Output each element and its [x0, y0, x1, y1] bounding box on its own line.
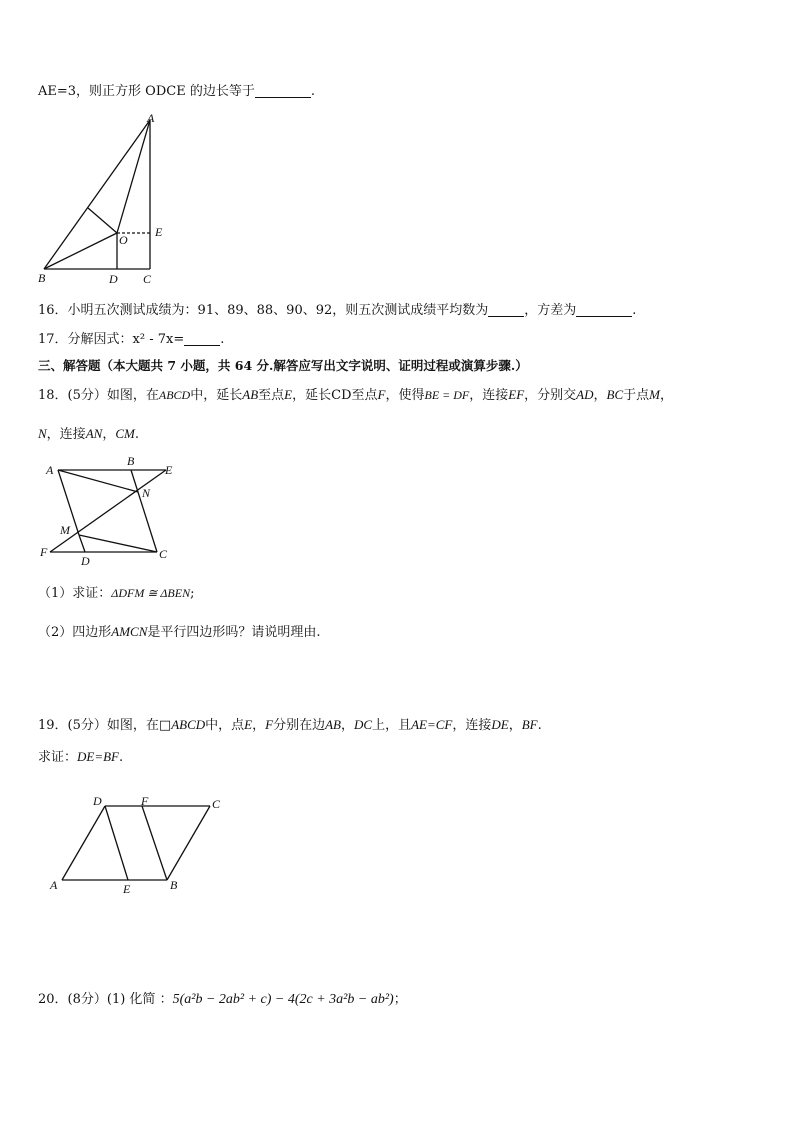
label-c: C — [212, 797, 221, 811]
q19-abcd: ABCD — [171, 717, 206, 732]
q18-text-i: ，分别交 — [524, 388, 577, 403]
q18-text-k: 于点 — [623, 388, 650, 403]
segment-mc — [79, 535, 157, 552]
figure-q18 — [36, 455, 186, 570]
q18-ef: EF — [508, 387, 525, 402]
label-d: D — [81, 554, 90, 568]
q15-text-line — [38, 83, 315, 101]
segment-fb — [142, 806, 167, 880]
q18-point-m: M — [649, 387, 661, 402]
label-e: E — [165, 463, 173, 477]
q20-line — [38, 991, 407, 1009]
segment-an — [58, 470, 138, 492]
q18-text-l: ， — [660, 388, 674, 403]
q17-line — [38, 331, 224, 349]
segment-bc — [131, 470, 157, 552]
q18-ab: AB — [242, 387, 259, 402]
q19-text-b: 中，点 — [205, 718, 245, 733]
figure-q15 — [30, 112, 180, 288]
q20-prefix: 20．(8分）(1) 化简 ： — [38, 992, 173, 1007]
label-d: D — [93, 794, 102, 808]
q16-variance-blank[interactable] — [576, 302, 632, 317]
q18-condition: BE = DF — [424, 388, 470, 402]
q18-part1-end: ; — [190, 586, 195, 601]
q19-parallelogram-symbol: □ — [158, 718, 172, 733]
q18-point-f: F — [377, 387, 386, 402]
label-f: F — [141, 794, 149, 808]
q18-point-e: E — [284, 387, 293, 402]
q18-part2-text-b: 是平行四边形吗？请说明理由. — [147, 625, 321, 640]
segment-perpendicular — [88, 208, 117, 233]
label-c: C — [143, 272, 152, 286]
segment-md — [79, 535, 85, 552]
segment-bo — [44, 233, 117, 269]
q20-end: ； — [393, 992, 407, 1007]
q19-text-j: . — [537, 718, 542, 733]
label-d: D — [109, 272, 118, 286]
segment-oa — [117, 120, 150, 233]
q18-text-d: ，延长 — [292, 388, 332, 403]
q18-an: AN — [85, 426, 103, 441]
q18-text-c: 至点 — [258, 388, 285, 403]
q19-bf: BF — [521, 717, 538, 732]
q19-condition: AE=CF — [411, 717, 453, 732]
q18-ad: AD — [576, 387, 594, 402]
q19-text-d: 分别在边 — [273, 718, 326, 733]
label-e: E — [123, 882, 131, 896]
label-n: N — [142, 486, 151, 500]
label-b: B — [38, 271, 46, 285]
q18-point-n: N — [38, 426, 47, 441]
q18-line2 — [38, 425, 139, 444]
q19-ab: AB — [325, 717, 341, 732]
q18-cd: CD — [331, 388, 352, 403]
q18-text-h: ，连接 — [469, 388, 509, 403]
q18-abcd: ABCD — [158, 388, 191, 402]
q19-text-i: ， — [508, 718, 522, 733]
q18-comma: ， — [102, 427, 116, 442]
section3-heading — [38, 357, 528, 375]
segment-ab — [44, 120, 150, 269]
q18-text-a: 18．(5分）如图，在 — [38, 388, 159, 403]
q18-line1 — [38, 386, 673, 405]
q16-mid: ，方差为 — [524, 303, 577, 318]
q19-prove-label: 求证： — [38, 750, 78, 765]
label-m: M — [60, 523, 70, 537]
q16-text: 16．小明五次测试成绩为：91、89、88、90、92，则五次测试成绩平均数为 — [38, 303, 489, 318]
figure-q19 — [42, 792, 232, 897]
segment-de — [105, 806, 128, 880]
q20-formula: 5(a²b − 2ab² + c) − 4(2c + 3a²b − ab²) — [172, 992, 394, 1007]
q19-text-c: ， — [252, 718, 266, 733]
q16-mean-blank[interactable] — [488, 302, 524, 317]
q18-text-g: ，使得 — [385, 388, 425, 403]
q19-prove-statement: DE=BF — [77, 749, 119, 764]
q19-text-e2: ， — [340, 718, 354, 733]
section3-title: 三、解答题 — [38, 358, 101, 373]
q19-period: . — [119, 750, 124, 765]
q18-part1-congruence: ΔDFM ≅ ΔBEN — [111, 586, 191, 600]
q19-text-g: 上，且 — [372, 718, 412, 733]
section3-note: （本大题共 7 小题，共 64 分.解答应写出文字说明、证明过程或演算步骤.） — [100, 358, 528, 373]
q19-text-a: 19．(5分）如图，在 — [38, 718, 159, 733]
q18-period: . — [134, 427, 139, 442]
label-e: E — [155, 225, 163, 239]
q19-line1 — [38, 716, 542, 735]
q18-text-b: 中，延长 — [190, 388, 243, 403]
q16-line — [38, 302, 636, 320]
q18-part1-text: （1）求证： — [38, 586, 112, 601]
q19-line2 — [38, 748, 123, 767]
q18-part1 — [38, 584, 194, 603]
label-c: C — [159, 547, 168, 561]
label-a: A — [147, 111, 155, 125]
q15-answer-blank[interactable] — [255, 83, 311, 98]
segment-cb — [167, 806, 210, 880]
q18-cm: CM — [115, 426, 135, 441]
q17-end: . — [220, 332, 225, 347]
segment-da — [62, 806, 105, 880]
label-a: A — [50, 878, 58, 892]
q15-text: AE=3，则正方形 ODCE 的边长等于 — [38, 84, 255, 99]
q17-answer-blank[interactable] — [184, 331, 220, 346]
q18-text-j: ， — [593, 388, 607, 403]
q18-part2 — [38, 623, 321, 642]
q18-part2-amcn: AMCN — [111, 624, 148, 639]
q16-end: . — [632, 303, 637, 318]
q19-point-e: E — [244, 717, 253, 732]
label-b: B — [170, 878, 178, 892]
q17-text: 17．分解因式：x² - 7x= — [38, 332, 185, 347]
q18-part2-text-a: （2）四边形 — [38, 625, 112, 640]
label-f: F — [40, 545, 48, 559]
q19-de: DE — [491, 717, 509, 732]
q19-dc: DC — [354, 717, 373, 732]
label-o: O — [119, 233, 128, 247]
q18-text-e2: 至点 — [351, 388, 378, 403]
segment-ef — [50, 470, 166, 552]
q19-point-f: F — [265, 717, 274, 732]
label-a: A — [46, 463, 54, 477]
label-b: B — [127, 454, 135, 468]
q15-end: . — [310, 84, 315, 99]
q19-text-h: ，连接 — [452, 718, 492, 733]
q18-bc: BC — [606, 387, 624, 402]
q18-text-connect: ，连接 — [46, 427, 86, 442]
